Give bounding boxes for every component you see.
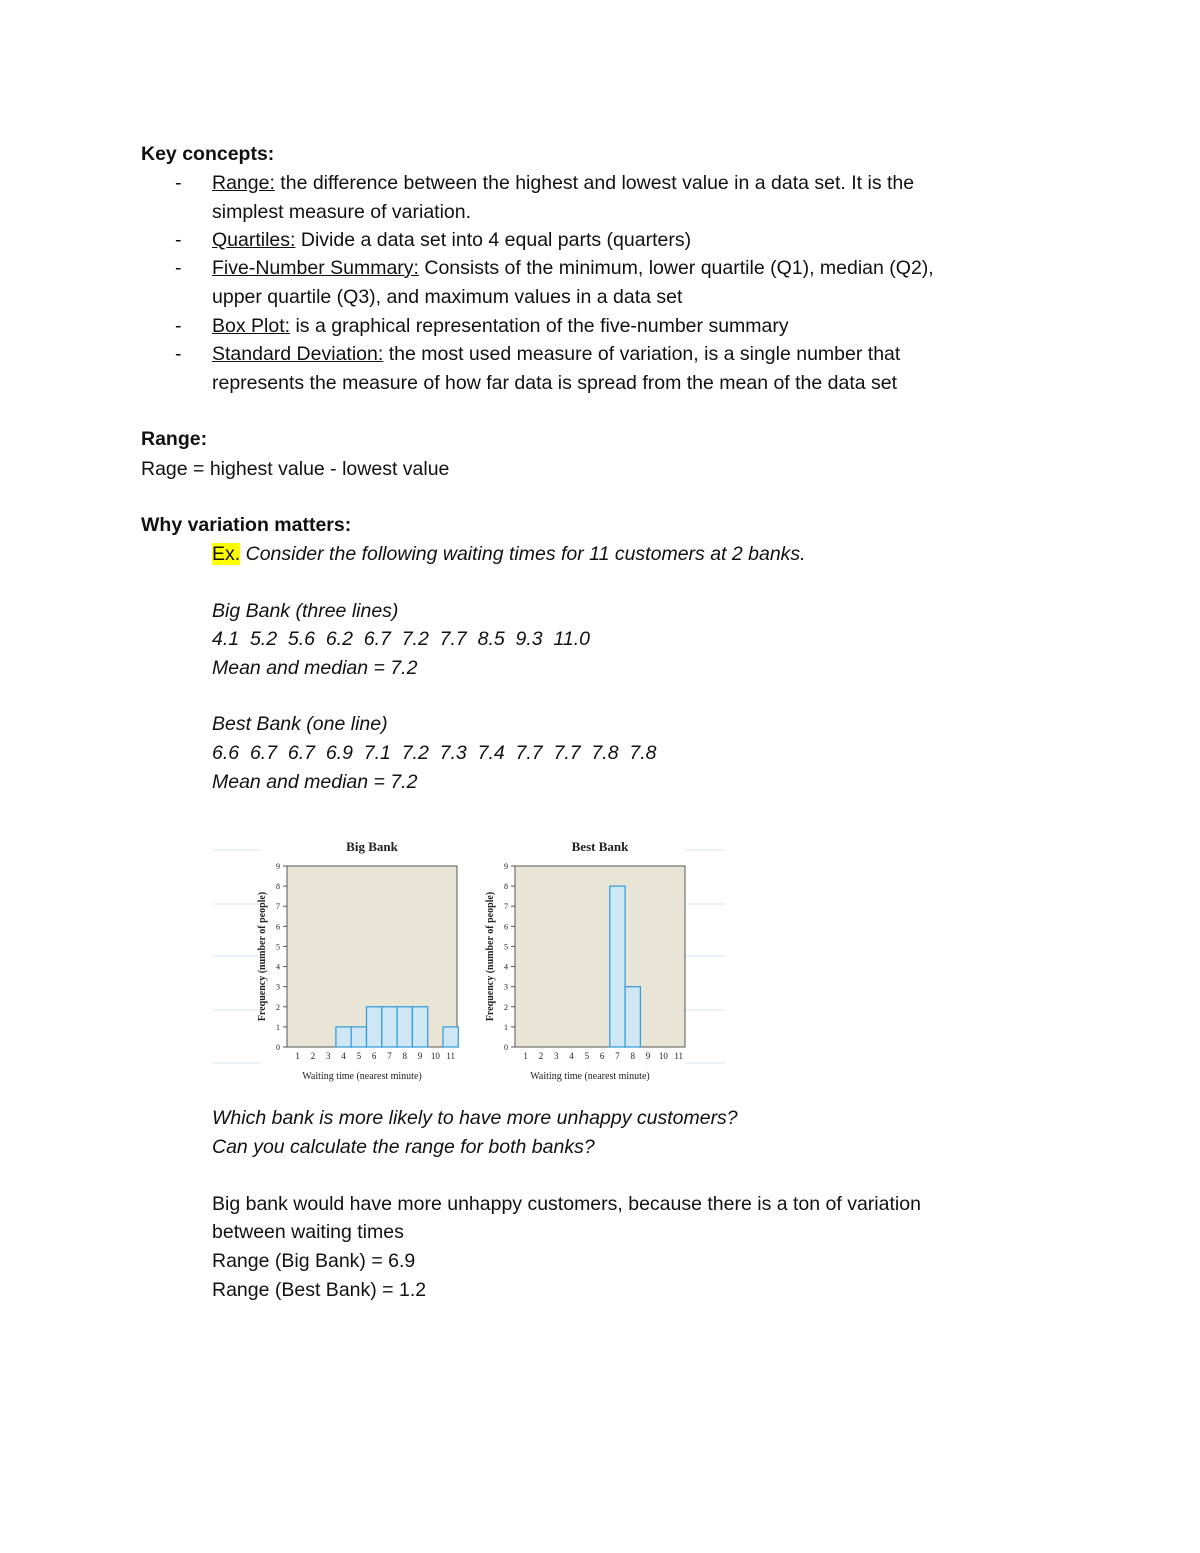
y-tick-label: 5 — [504, 942, 508, 952]
y-tick-label: 9 — [276, 862, 280, 871]
histograms-figure — [210, 828, 730, 1090]
y-tick-label: 7 — [276, 902, 280, 912]
definition-box-plot: is a graphical representation of the five-number summary — [290, 315, 789, 337]
y-tick-label: 6 — [276, 922, 280, 932]
histogram-bar — [610, 886, 625, 1047]
x-tick-label: 10 — [658, 1051, 668, 1061]
x-tick-label: 8 — [630, 1051, 635, 1061]
histogram-bar — [351, 1027, 366, 1047]
question-1: Which bank is more likely to have more unhappy customers? — [212, 1107, 738, 1129]
x-tick-label: 6 — [371, 1051, 377, 1061]
y-tick-label: 2 — [276, 1002, 280, 1012]
y-tick-label: 8 — [276, 882, 280, 892]
bullet: - — [175, 172, 182, 194]
x-tick-label: 5 — [356, 1051, 362, 1061]
y-tick-label: 4 — [276, 962, 280, 972]
chart-title: Best Bank — [571, 839, 629, 854]
plot-area — [515, 866, 685, 1047]
x-axis-label: Waiting time (nearest minute) — [302, 1071, 422, 1082]
definition-quartiles: Divide a data set into 4 equal parts (quarters) — [295, 229, 692, 251]
y-tick-label: 4 — [504, 962, 508, 972]
y-tick-label: 6 — [504, 922, 508, 932]
chart-title: Big Bank — [346, 839, 398, 854]
y-axis-label: Frequency (number of people) — [257, 891, 268, 1022]
bullet: - — [175, 257, 182, 279]
x-tick-label: 3 — [554, 1051, 559, 1061]
question-2: Can you calculate the range for both banks? — [212, 1136, 595, 1158]
term-std-dev: Standard Deviation: — [212, 343, 384, 365]
definition-std-dev-cont: represents the measure of how far data is spread from the mean of the data set — [212, 372, 898, 394]
y-tick-label: 7 — [504, 902, 508, 912]
list-item-range — [212, 169, 914, 198]
definition-std-dev: the most used measure of variation, is a single number that — [383, 343, 901, 365]
histogram-bar — [412, 1007, 427, 1047]
definition-five-number: Consists of the minimum, lower quartile (Q1), median (Q2), — [418, 257, 934, 279]
list-item-quartiles — [212, 226, 691, 255]
big-bank-values: 4.1 5.2 5.6 6.2 6.7 7.2 7.7 8.5 9.3 11.0 — [212, 628, 590, 650]
x-tick-label: 9 — [417, 1051, 423, 1061]
best-bank-title: Best Bank (one line) — [212, 713, 388, 735]
list-item-five-number — [212, 254, 934, 283]
term-quartiles: Quartiles: — [212, 229, 296, 251]
big-bank-title: Big Bank (three lines) — [212, 600, 399, 622]
y-tick-label: 0 — [504, 1043, 508, 1052]
x-tick-label: 10 — [430, 1051, 440, 1061]
x-axis-label: Waiting time (nearest minute) — [530, 1071, 650, 1082]
histogram-big-bank — [257, 839, 458, 1082]
y-tick-label: 3 — [276, 982, 280, 992]
example-text: Consider the following waiting times for 11 customers at 2 banks. — [240, 543, 806, 565]
range-heading: Range: — [141, 428, 208, 450]
histogram-bar — [367, 1007, 382, 1047]
y-tick-label: 1 — [276, 1022, 280, 1032]
y-tick-label: 0 — [276, 1043, 280, 1052]
histogram-bar — [397, 1007, 412, 1047]
x-tick-label: 7 — [387, 1051, 392, 1061]
x-tick-label: 2 — [310, 1051, 316, 1061]
range-best-bank: Range (Best Bank) = 1.2 — [212, 1279, 427, 1301]
y-tick-label: 1 — [504, 1022, 508, 1032]
term-box-plot: Box Plot: — [212, 315, 291, 337]
x-tick-label: 6 — [599, 1051, 605, 1061]
x-tick-label: 9 — [645, 1051, 651, 1061]
x-tick-label: 8 — [402, 1051, 407, 1061]
bullet: - — [175, 315, 182, 337]
y-tick-label: 8 — [504, 882, 508, 892]
x-tick-label: 5 — [584, 1051, 590, 1061]
y-tick-label: 2 — [504, 1002, 508, 1012]
best-bank-mean: Mean and median = 7.2 — [212, 771, 418, 793]
range-formula: Rage = highest value - lowest value — [141, 458, 450, 480]
x-tick-label: 7 — [615, 1051, 620, 1061]
range-big-bank: Range (Big Bank) = 6.9 — [212, 1250, 416, 1272]
histogram-bar — [382, 1007, 397, 1047]
y-tick-label: 9 — [504, 862, 508, 871]
list-item-std-dev — [212, 340, 900, 369]
y-tick-label: 3 — [504, 982, 508, 992]
list-item-box-plot — [212, 312, 789, 341]
histogram-best-bank — [485, 839, 685, 1082]
x-tick-label: 3 — [326, 1051, 331, 1061]
x-tick-label: 11 — [674, 1051, 683, 1061]
x-tick-label: 4 — [341, 1051, 346, 1061]
histogram-bar — [336, 1027, 351, 1047]
best-bank-values: 6.6 6.7 6.7 6.9 7.1 7.2 7.3 7.4 7.7 7.7 7.8 7.8 — [212, 742, 657, 764]
term-range: Range: — [212, 172, 275, 194]
y-axis-label: Frequency (number of people) — [485, 891, 496, 1022]
example-line — [212, 540, 806, 569]
definition-range: the difference between the highest and lowest value in a data set. It is the — [274, 172, 915, 194]
y-tick-label: 5 — [276, 942, 280, 952]
example-label: Ex. — [212, 543, 241, 565]
x-tick-label: 2 — [538, 1051, 544, 1061]
x-tick-label: 4 — [569, 1051, 574, 1061]
bullet: - — [175, 229, 182, 251]
variation-heading: Why variation matters: — [141, 514, 352, 536]
term-five-number: Five-Number Summary: — [212, 257, 419, 279]
bullet: - — [175, 343, 182, 365]
x-tick-label: 11 — [446, 1051, 455, 1061]
key-concepts-heading: Key concepts: — [141, 143, 275, 165]
definition-five-number-cont: upper quartile (Q3), and maximum values in a data set — [212, 286, 683, 308]
answer-line-2: between waiting times — [212, 1221, 404, 1243]
x-tick-label: 1 — [295, 1051, 300, 1061]
definition-range-cont: simplest measure of variation. — [212, 201, 472, 223]
histogram-bar — [625, 987, 640, 1047]
big-bank-mean: Mean and median = 7.2 — [212, 657, 418, 679]
answer-line-1: Big bank would have more unhappy customers, because there is a ton of variation — [212, 1193, 921, 1215]
x-tick-label: 1 — [523, 1051, 528, 1061]
histogram-bar — [443, 1027, 458, 1047]
